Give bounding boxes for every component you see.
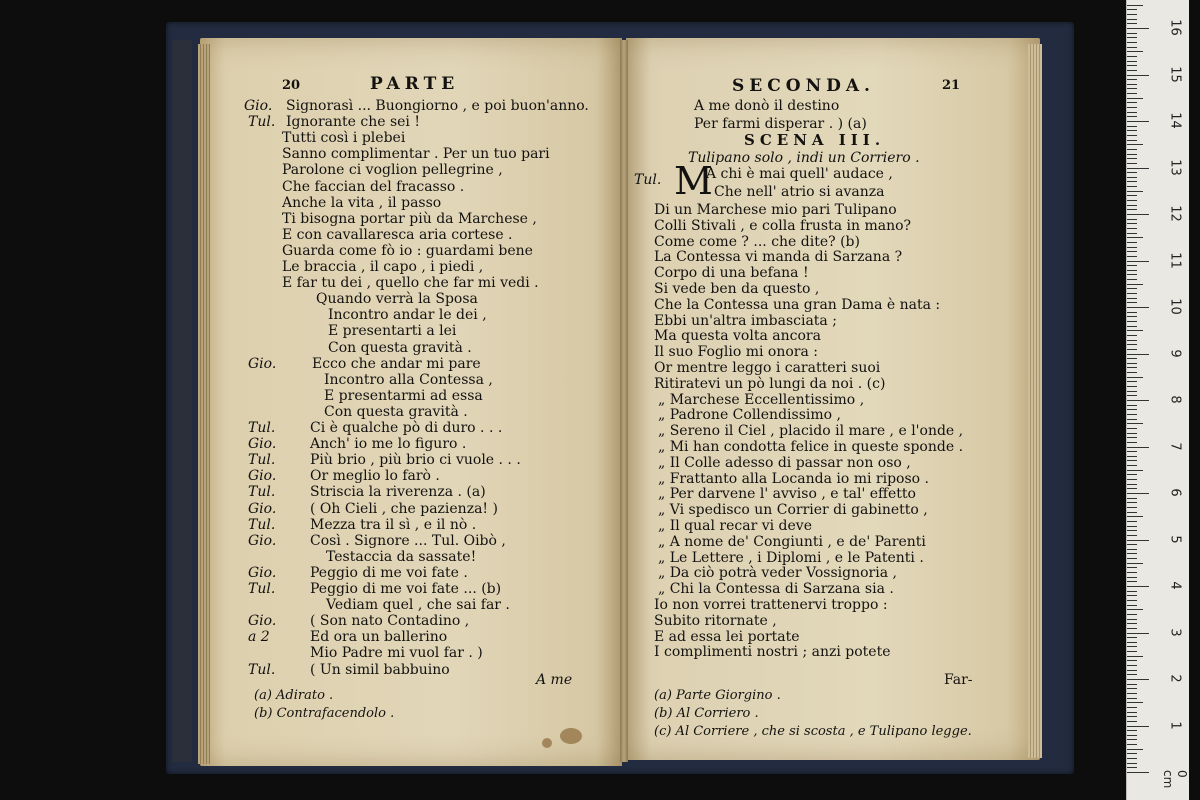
ruler-tick — [1127, 451, 1137, 452]
ruler-tick — [1127, 437, 1137, 438]
line-text: Peggio di me voi fate . — [310, 564, 468, 581]
speaker-label: Tul. — [248, 114, 276, 131]
ruler-tick — [1127, 642, 1137, 643]
ruler-tick — [1127, 493, 1149, 494]
ruler-tick — [1127, 242, 1137, 243]
ruler-tick — [1127, 409, 1137, 410]
footnote-b: (b) Al Corriero . — [654, 706, 759, 721]
line-text: Incontro andar le dei , — [328, 307, 487, 324]
verse-line: Si vede ben da questo , — [654, 281, 820, 297]
ruler-tick — [1127, 79, 1137, 80]
ruler-tick — [1127, 19, 1137, 20]
ruler-number: 8 — [1167, 395, 1183, 404]
ruler-tick — [1127, 298, 1137, 299]
ruler-tick — [1127, 433, 1137, 434]
ruler-tick — [1127, 330, 1143, 331]
ruler-tick — [1127, 191, 1143, 192]
foxing-stain — [542, 738, 552, 748]
speaker-label: Gio. — [248, 355, 277, 372]
ruler-tick — [1127, 381, 1137, 382]
line-text: Ti bisogna portar più da Marchese , — [282, 210, 537, 227]
ruler-tick — [1127, 98, 1143, 99]
line-text: Ci è qualche pò di duro . . . — [310, 420, 503, 436]
ruler-tick — [1127, 65, 1137, 66]
ruler-number: 15 — [1167, 65, 1183, 83]
verse-line: Io non vorrei trattenervi troppo : — [654, 597, 888, 613]
ruler-tick — [1127, 223, 1137, 224]
speaker-label: Gio. — [248, 468, 277, 485]
line-text: ( Oh Cieli , che pazienza! ) — [310, 500, 498, 517]
ruler-tick — [1127, 237, 1143, 238]
ruler-tick — [1127, 530, 1137, 531]
ruler-tick — [1127, 200, 1137, 201]
ruler-tick — [1127, 321, 1137, 322]
line-text: ( Son nato Contadino , — [310, 613, 470, 630]
ruler-tick — [1127, 144, 1143, 145]
verse-line: „ Sereno il Ciel , placido il mare , e l'onde , — [658, 423, 964, 440]
ruler-tick — [1127, 646, 1137, 647]
verse-line: „ Da ciò potrà veder Vossignoria , — [658, 565, 897, 582]
ruler-tick — [1127, 544, 1137, 545]
ruler-tick — [1127, 363, 1137, 364]
line-text: Ecco che andar mi pare — [312, 355, 481, 372]
speaker-label: a 2 — [248, 629, 270, 646]
speaker-label: Tul. — [634, 172, 662, 188]
verse-line: „ A nome de' Congiunti , e de' Parenti — [658, 533, 926, 550]
ruler-tick — [1127, 563, 1143, 564]
verse-line: „ Il Colle adesso di passar non oso , — [658, 454, 911, 471]
ruler-tick — [1127, 512, 1137, 513]
ruler-tick — [1127, 614, 1137, 615]
line-text: Incontro alla Contessa , — [324, 371, 493, 388]
ruler-tick — [1127, 391, 1137, 392]
footnote-c: (c) Al Corriere , che si scosta , e Tulipano legge. — [654, 724, 972, 739]
ruler-tick — [1127, 354, 1149, 355]
ruler-tick — [1127, 5, 1143, 6]
ruler-number: 14 — [1167, 112, 1183, 129]
line-text: Vediam quel , che sai far . — [326, 597, 510, 614]
verse-line: Il suo Foglio mi onora : — [654, 344, 818, 361]
ruler-tick — [1127, 628, 1137, 629]
ruler-tick — [1127, 772, 1149, 773]
ruler-tick — [1127, 600, 1137, 601]
line-text: Le braccia , il capo , i piedi , — [282, 259, 484, 275]
ruler-tick — [1127, 158, 1137, 159]
verse-line: „ Chi la Contessa di Sarzana sia . — [658, 581, 894, 598]
ruler-tick — [1127, 712, 1137, 713]
ruler-number: 12 — [1167, 205, 1183, 222]
ruler-tick — [1127, 507, 1137, 508]
drop-cap: M — [674, 159, 713, 203]
line-text: ( Un simil babbuino — [310, 661, 450, 678]
verse-line: Come come ? ... che dite? (b) — [654, 233, 860, 250]
catchword: A me — [536, 672, 573, 688]
line-text: Così . Signore ... Tul. Oibò , — [310, 532, 506, 549]
ruler-tick — [1127, 521, 1137, 522]
line-text: Guarda come fò io : guardami bene — [282, 242, 533, 259]
scene-subtitle: Tulipano solo , indi un Corriero . — [688, 150, 920, 166]
ruler-tick — [1127, 609, 1143, 610]
ruler-tick — [1127, 233, 1137, 234]
speaker-label: Gio. — [248, 564, 277, 581]
verse-line: Che la Contessa una gran Dama è nata : — [654, 296, 941, 313]
ruler-tick — [1127, 744, 1137, 745]
ruler-tick — [1127, 56, 1137, 57]
verse-line: „ Vi spedisco un Corrier di gabinetto , — [658, 502, 928, 519]
ruler-tick — [1127, 265, 1137, 266]
footnote-a: (a) Parte Giorgino . — [654, 688, 781, 703]
verse-line: Ma questa volta ancora — [654, 328, 821, 345]
ruler-tick — [1127, 302, 1137, 303]
verse-line: Colli Stivali , e colla frusta in mano? — [654, 217, 912, 234]
ruler-tick — [1127, 172, 1137, 173]
ruler-tick — [1127, 707, 1137, 708]
ruler-tick — [1127, 386, 1137, 387]
ruler-tick — [1127, 474, 1137, 475]
ruler-tick — [1127, 75, 1149, 76]
verse-line: „ Mi han condotta felice in queste sponde . — [658, 439, 964, 455]
speaker-label: Gio. — [248, 436, 277, 453]
ruler-tick — [1127, 498, 1137, 499]
ruler-tick — [1127, 247, 1137, 248]
ruler-tick — [1127, 377, 1143, 378]
line-text: Che faccian del fracasso . — [282, 178, 465, 195]
ruler-tick — [1127, 112, 1137, 113]
ruler-number: 9 — [1167, 348, 1183, 358]
ruler-tick — [1127, 763, 1137, 764]
running-header: SECONDA. — [732, 76, 875, 96]
ruler-tick — [1127, 312, 1137, 313]
line-text: E con cavallaresca aria cortese . — [282, 226, 513, 243]
ruler-tick — [1127, 228, 1137, 229]
ruler-tick — [1127, 442, 1137, 443]
ruler-number: 4 — [1167, 581, 1183, 590]
ruler-tick — [1127, 460, 1137, 461]
foxing-stain — [560, 728, 582, 744]
ruler-tick — [1127, 51, 1143, 52]
ruler-number: 10 — [1167, 298, 1183, 315]
ruler-tick — [1127, 730, 1137, 731]
ruler-tick — [1127, 586, 1149, 587]
ruler-tick — [1127, 623, 1137, 624]
ruler-tick — [1127, 679, 1149, 680]
ruler-tick — [1127, 219, 1137, 220]
ruler-tick — [1127, 279, 1137, 280]
line-text: Striscia la riverenza . (a) — [310, 484, 486, 501]
ruler-tick — [1127, 419, 1137, 420]
ruler-tick — [1127, 130, 1137, 131]
speaker-label: Tul. — [248, 516, 276, 533]
ruler-tick — [1127, 716, 1137, 717]
line-text: Testaccia da sassate! — [326, 548, 477, 565]
ruler-tick — [1127, 637, 1137, 638]
speaker-label: Gio. — [248, 613, 277, 630]
ruler-tick — [1127, 140, 1137, 141]
verse-line: Ebbi un'altra imbasciata ; — [654, 312, 837, 329]
ruler-tick — [1127, 767, 1137, 768]
page-edges-left — [198, 44, 210, 764]
ruler-tick — [1127, 651, 1137, 652]
ruler-tick — [1127, 270, 1137, 271]
ruler-number: 1 — [1167, 720, 1183, 730]
text-line: A me donò il destino — [694, 98, 840, 114]
ruler-tick — [1127, 591, 1137, 592]
ruler-tick — [1127, 558, 1137, 559]
book-gutter — [620, 40, 628, 762]
line-text: Ignorante che sei ! — [286, 114, 420, 131]
ruler-tick — [1127, 186, 1137, 187]
line-text: Sanno complimentar . Per un tuo pari — [282, 146, 550, 163]
ruler-tick — [1127, 84, 1137, 85]
ruler-number: 16 — [1167, 19, 1183, 36]
line-text: Più brio , più brio ci vuole . . . — [310, 452, 521, 469]
ruler-tick — [1127, 61, 1137, 62]
ruler-tick — [1127, 665, 1137, 666]
ruler-tick — [1127, 502, 1137, 503]
ruler-number: 7 — [1167, 441, 1183, 451]
page-number: 20 — [282, 78, 301, 93]
ruler-tick — [1127, 447, 1149, 448]
ruler-tick — [1127, 698, 1137, 699]
page-edges-right — [1028, 44, 1042, 758]
ruler-tick — [1127, 177, 1137, 178]
ruler-tick — [1127, 116, 1137, 117]
ruler-tick — [1127, 749, 1143, 750]
speaker-label: Gio. — [244, 98, 273, 114]
ruler-tick — [1127, 540, 1149, 541]
speaker-label: Gio. — [248, 532, 277, 549]
running-header: PARTE — [370, 74, 460, 94]
ruler-tick — [1127, 37, 1137, 38]
ruler-tick — [1127, 256, 1137, 257]
left-page — [200, 38, 622, 766]
ruler-tick — [1127, 479, 1137, 480]
ruler-tick — [1127, 135, 1137, 136]
ruler-tick — [1127, 577, 1137, 578]
verse-line: „ Il qual recar vi deve — [658, 518, 812, 534]
ruler-tick — [1127, 261, 1149, 262]
verse-line: La Contessa vi manda di Sarzana ? — [654, 249, 903, 266]
ruler-tick — [1127, 14, 1137, 15]
line-text: Con questa gravità . — [328, 339, 472, 356]
line-text: Parolone ci voglion pellegrine , — [282, 162, 503, 179]
ruler-tick — [1127, 9, 1137, 10]
text-line: Per farmi disperar . ) (a) — [694, 116, 867, 132]
ruler-tick — [1127, 516, 1143, 517]
ruler-tick — [1127, 595, 1137, 596]
verse-line: „ Le Lettere , i Diplomi , e le Patenti . — [658, 549, 924, 566]
verse-line: „ Padrone Collendissimo , — [658, 407, 841, 424]
ruler-tick — [1127, 307, 1149, 308]
line-text: Peggio di me voi fate ... (b) — [310, 581, 502, 597]
ruler-tick — [1127, 23, 1137, 24]
line-text: E presentarmi ad essa — [324, 387, 483, 404]
ruler-tick — [1127, 549, 1137, 550]
speaker-label: Tul. — [248, 420, 276, 436]
speaker-label: Tul. — [248, 661, 276, 678]
verse-line: „ Frattanto alla Locanda io mi riposo . — [658, 470, 929, 487]
ruler-tick — [1127, 405, 1137, 406]
ruler-tick — [1127, 149, 1137, 150]
ruler-tick — [1127, 484, 1137, 485]
measuring-ruler — [1126, 0, 1189, 800]
ruler-tick — [1127, 456, 1137, 457]
ruler-tick — [1127, 758, 1137, 759]
line-text: Anche la vita , il passo — [282, 194, 442, 211]
line-text: Quando verrà la Sposa — [316, 291, 478, 308]
verse-line: Ritiratevi un pò lungi da noi . (c) — [654, 375, 886, 392]
ruler-tick — [1127, 335, 1137, 336]
ruler-tick — [1127, 154, 1137, 155]
verse-line: Or mentre leggo i caratteri suoi — [654, 360, 881, 376]
ruler-tick — [1127, 274, 1137, 275]
line-text: Mio Padre mi vuol far . ) — [310, 645, 483, 662]
ruler-tick — [1127, 163, 1137, 164]
line-text: Con questa gravità . — [324, 403, 468, 420]
ruler-number: 6 — [1167, 488, 1183, 497]
ruler-number: 11 — [1167, 251, 1183, 269]
scene-title: SCENA III. — [744, 131, 886, 149]
verse-line: E ad essa lei portate — [654, 628, 800, 645]
ruler-tick — [1127, 181, 1137, 182]
ruler-tick — [1127, 605, 1137, 606]
line-text: Ed ora un ballerino — [310, 629, 448, 646]
speaker-label: Tul. — [248, 484, 276, 501]
ruler-tick — [1127, 33, 1137, 34]
ruler-tick — [1127, 726, 1149, 727]
line-text: Anch' io me lo figuro . — [310, 436, 467, 453]
ruler-tick — [1127, 326, 1137, 327]
ruler-tick — [1127, 316, 1137, 317]
text-line: Che nell' atrio si avanza — [714, 184, 885, 200]
ruler-tick — [1127, 660, 1137, 661]
ruler-tick — [1127, 619, 1137, 620]
line-text: Signorasì ... Buongiorno , e poi buon'anno. — [286, 98, 589, 114]
speaker-label: Tul. — [248, 452, 276, 469]
line-text: Or meglio lo farò . — [310, 468, 440, 485]
ruler-tick — [1127, 367, 1137, 368]
ruler-tick — [1127, 400, 1149, 401]
speaker-label: Gio. — [248, 500, 277, 517]
ruler-tick — [1127, 488, 1137, 489]
ruler-tick — [1127, 195, 1137, 196]
verse-line: „ Per darvene l' avviso , e tal' effetto — [658, 486, 916, 503]
line-text: Tutti così i plebei — [282, 130, 406, 147]
verse-line: Subito ritornate , — [654, 612, 777, 629]
ruler-tick — [1127, 693, 1137, 694]
ruler-tick — [1127, 372, 1137, 373]
verse-line: I complimenti nostri ; anzi potete — [654, 644, 891, 661]
ruler-tick — [1127, 553, 1137, 554]
ruler-tick — [1127, 702, 1143, 703]
ruler-tick — [1127, 126, 1137, 127]
ruler-tick — [1127, 293, 1137, 294]
ruler-tick — [1127, 340, 1137, 341]
ruler-tick — [1127, 102, 1137, 103]
ruler-tick — [1127, 93, 1137, 94]
ruler-number: 2 — [1167, 674, 1183, 683]
ruler-tick — [1127, 526, 1137, 527]
ruler-unit: 0 cm — [1161, 770, 1189, 789]
catchword: Far- — [944, 672, 973, 688]
footnote-b: (b) Contrafacendolo . — [254, 706, 395, 721]
ruler-tick — [1127, 423, 1143, 424]
text-line: A chi è mai quell' audace , — [706, 166, 893, 182]
footnote-a: (a) Adirato . — [254, 688, 334, 703]
ruler-tick — [1127, 735, 1137, 736]
ruler-tick — [1127, 214, 1149, 215]
ruler-tick — [1127, 209, 1137, 210]
verse-line: „ Marchese Eccellentissimo , — [658, 391, 865, 408]
ruler-tick — [1127, 28, 1149, 29]
verse-line: Corpo di una befana ! — [654, 265, 809, 282]
ruler-tick — [1127, 753, 1137, 754]
ruler-tick — [1127, 670, 1137, 671]
ruler-tick — [1127, 428, 1137, 429]
ruler-tick — [1127, 395, 1137, 396]
page-number: 21 — [942, 78, 961, 93]
verse-line: Di un Marchese mio pari Tulipano — [654, 202, 897, 218]
ruler-tick — [1127, 739, 1137, 740]
ruler-tick — [1127, 288, 1137, 289]
ruler-tick — [1127, 688, 1137, 689]
ruler-tick — [1127, 684, 1137, 685]
ruler-tick — [1127, 205, 1137, 206]
ruler-tick — [1127, 465, 1137, 466]
ruler-tick — [1127, 567, 1137, 568]
ruler-tick — [1127, 674, 1137, 675]
right-page — [626, 38, 1040, 760]
ruler-tick — [1127, 656, 1143, 657]
line-text: Mezza tra il sì , e il nò . — [310, 516, 477, 533]
ruler-tick — [1127, 121, 1149, 122]
ruler-tick — [1127, 42, 1137, 43]
ruler-tick — [1127, 581, 1137, 582]
ruler-tick — [1127, 721, 1137, 722]
ruler-tick — [1127, 47, 1137, 48]
ruler-tick — [1127, 70, 1137, 71]
line-text: E presentarti a lei — [328, 323, 457, 340]
ruler-tick — [1127, 349, 1137, 350]
ruler-number: 3 — [1167, 627, 1183, 637]
ruler-tick — [1127, 251, 1137, 252]
ruler-tick — [1127, 358, 1137, 359]
ruler-number: 13 — [1167, 158, 1183, 176]
ruler-tick — [1127, 414, 1137, 415]
ruler-tick — [1127, 535, 1137, 536]
line-text: E far tu dei , quello che far mi vedi . — [282, 275, 539, 292]
ruler-tick — [1127, 572, 1137, 573]
ruler-number: 5 — [1167, 534, 1183, 544]
ruler-tick — [1127, 633, 1149, 634]
cover-edge — [172, 40, 192, 762]
ruler-tick — [1127, 107, 1137, 108]
speaker-label: Tul. — [248, 581, 276, 597]
ruler-tick — [1127, 88, 1137, 89]
ruler-tick — [1127, 284, 1143, 285]
ruler-tick — [1127, 470, 1143, 471]
ruler-tick — [1127, 168, 1149, 169]
ruler-tick — [1127, 344, 1137, 345]
